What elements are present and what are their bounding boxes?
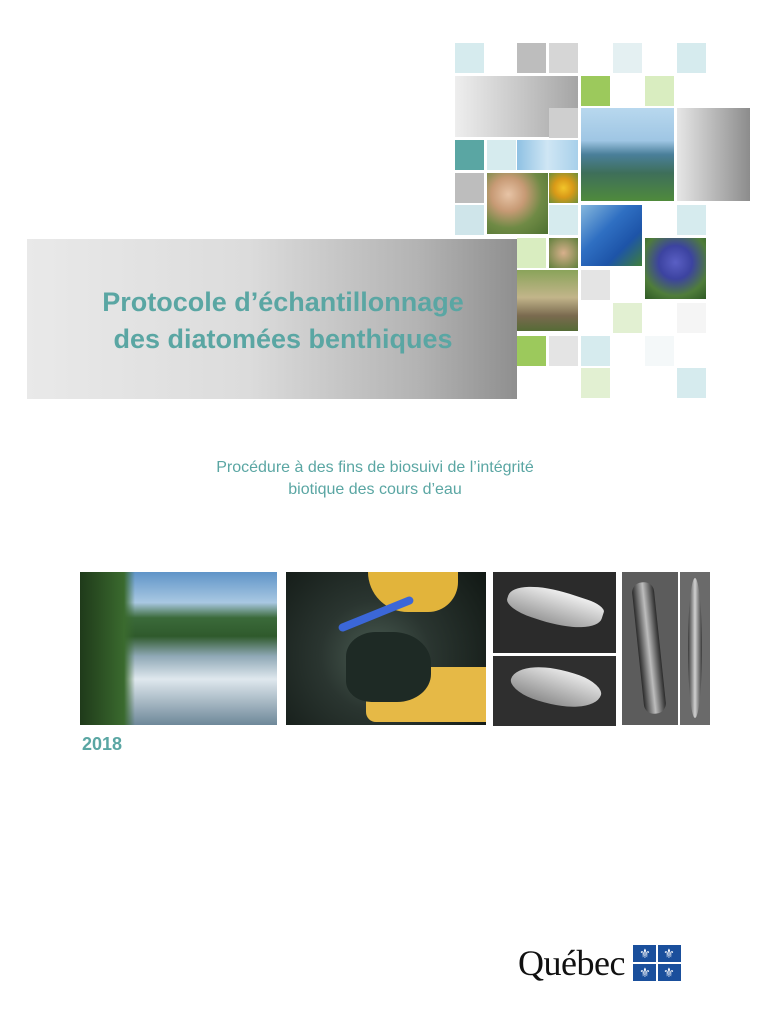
family-walk-photo <box>517 270 578 331</box>
quebec-wordmark: Québec <box>518 943 625 983</box>
lake-photo <box>581 108 674 201</box>
fleur-de-lis-icon: ⚜ <box>663 946 675 961</box>
mosaic-tile <box>549 336 578 366</box>
sky-photo <box>517 140 578 170</box>
mosaic-tile <box>613 43 642 73</box>
river-bank-trees-left <box>80 572 135 725</box>
mosaic-tile <box>677 43 706 73</box>
title-line-2: des diatomées benthiques <box>113 324 453 354</box>
toothbrush <box>337 595 414 632</box>
river-photo <box>80 572 277 725</box>
iris-flower-photo <box>645 238 706 299</box>
flower-photo <box>549 173 578 203</box>
diatom-shape <box>507 656 605 720</box>
publication-year: 2018 <box>82 734 123 754</box>
mosaic-tile <box>455 173 484 203</box>
fleur-de-lis-icon: ⚜ <box>639 965 651 980</box>
rock <box>346 632 431 702</box>
mosaic-tile <box>549 43 578 73</box>
fleur-de-lis-icon: ⚜ <box>639 946 651 961</box>
mosaic-tile <box>549 205 578 235</box>
mosaic-tile <box>645 205 674 235</box>
subtitle-line-2: biotique des cours d’eau <box>288 481 462 498</box>
diatom-micrograph-2 <box>493 656 616 726</box>
mosaic-tile <box>455 205 484 235</box>
document-subtitle <box>130 457 620 501</box>
mosaic-tile <box>645 76 674 106</box>
mosaic-tile <box>677 108 750 201</box>
mosaic-tile <box>581 336 610 366</box>
recycling-bin-photo <box>581 205 642 266</box>
mosaic-tile <box>581 76 610 106</box>
mosaic-tile <box>677 205 706 235</box>
glove-top <box>368 572 458 612</box>
rock-brushing-photo <box>286 572 486 725</box>
mosaic-tile <box>645 336 674 366</box>
mosaic-tile <box>581 368 610 398</box>
subtitle-line-1: Procédure à des fins de biosuivi de l’intégrité <box>216 459 534 476</box>
hand-seedling-photo <box>549 238 578 268</box>
mosaic-tile <box>455 140 484 170</box>
diatom-shape <box>688 578 702 718</box>
mosaic-tile <box>455 43 484 73</box>
fleur-de-lis-icon: ⚜ <box>663 965 675 980</box>
mosaic-tile <box>517 336 546 366</box>
mosaic-tile <box>517 238 546 268</box>
title-line-1: Protocole d’échantillonnage <box>102 287 464 317</box>
mosaic-tile <box>517 43 546 73</box>
diatom-shape <box>631 581 667 715</box>
mosaic-tile <box>549 108 578 138</box>
document-title <box>48 284 518 358</box>
diatom-micrograph-1 <box>493 572 616 653</box>
mosaic-tile <box>677 303 706 333</box>
diatom-shape <box>504 576 606 638</box>
diatom-micrograph-4 <box>680 572 710 725</box>
child-magnifier-photo <box>487 173 548 234</box>
mosaic-tile <box>613 303 642 333</box>
mosaic-tile <box>677 368 706 398</box>
mosaic-tile <box>487 140 516 170</box>
quebec-logo <box>518 941 681 985</box>
fleurdelise-flag-icon <box>633 945 681 981</box>
mosaic-tile <box>581 270 610 300</box>
diatom-micrograph-3 <box>622 572 678 725</box>
